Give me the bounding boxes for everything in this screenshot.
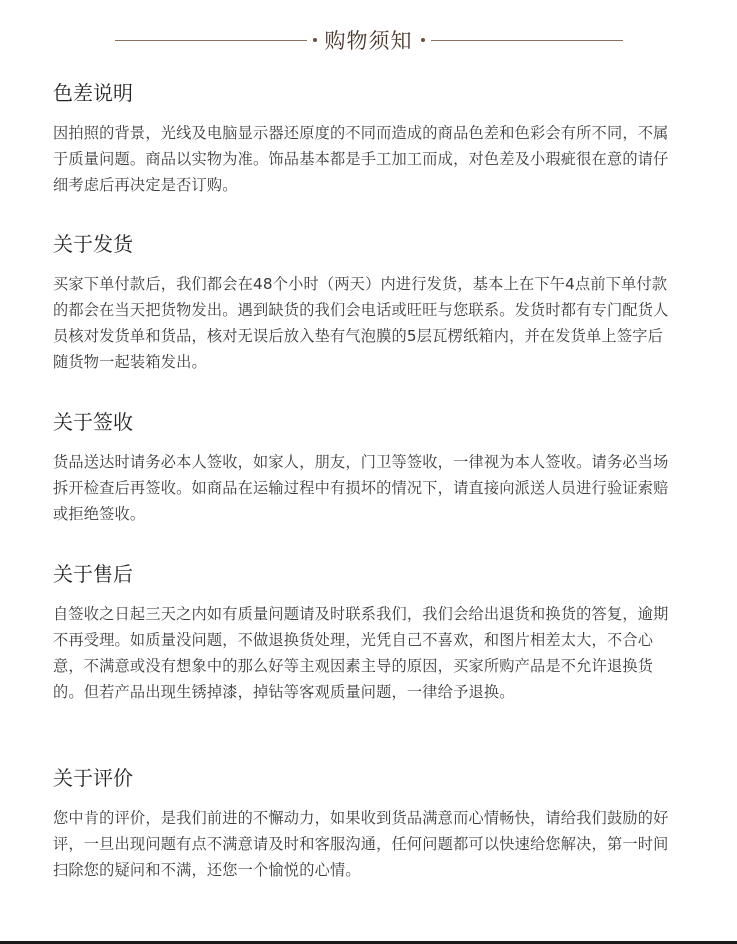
- section-color-difference: [53, 79, 673, 198]
- header-left-dot: [313, 38, 317, 42]
- header-left-divider: [115, 40, 307, 41]
- section-heading: 关于签收: [53, 410, 133, 434]
- header-right-dot: [421, 38, 425, 42]
- section-heading: 色差说明: [53, 81, 133, 105]
- section-reviews: [53, 764, 673, 883]
- section-body: 因拍照的背景，光线及电脑显示器还原度的不同而造成的商品色差和色彩会有所不同，不属于质量问题。商品以实物为准。饰品基本都是手工加工而成，对色差及小瑕疵很在意的请仔细考虑后再决定是否订购。: [53, 124, 669, 194]
- section-body: 货品送达时请务必本人签收，如家人，朋友，门卫等签收，一律视为本人签收。请务必当场拆开检查后再签收。如商品在运输过程中有损坏的情况下，请直接向派送人员进行验证索赔或拒绝签收。: [53, 453, 669, 523]
- page-header: [0, 22, 737, 58]
- section-heading: 关于发货: [53, 232, 133, 256]
- section-receipt: [53, 408, 673, 527]
- page-title: 购物须知: [324, 29, 413, 53]
- section-body: 自签收之日起三天之内如有质量问题请及时联系我们，我们会给出退货和换货的答复，逾期不再受理。如质量没问题，不做退换货处理，光凭自己不喜欢，和图片相差太大，不合心意，不满意或没有想象中的那么好等主观因素主导的原因，买家所购产品是不允许退换货的。但若产品出现生锈掉漆，掉钻等客观质量问题，一律给予退换。: [53, 605, 669, 701]
- section-heading: 关于售后: [53, 562, 133, 586]
- header-right-divider: [431, 40, 623, 41]
- section-body: 您中肯的评价，是我们前进的不懈动力，如果收到货品满意而心情畅快，请给我们鼓励的好评，一旦出现问题有点不满意请及时和客服沟通，任何问题都可以快速给您解决，第一时间扫除您的疑问和不满，还您一个愉悦的心情。: [53, 809, 669, 879]
- section-after-sales: [53, 560, 673, 705]
- section-heading: 关于评价: [53, 766, 133, 790]
- section-body: 买家下单付款后，我们都会在48个小时（两天）内进行发货，基本上在下午4点前下单付款的都会在当天把货物发出。遇到缺货的我们会电话或旺旺与您联系。发货时都有专门配货人员核对发货单和货品，核对无误后放入垫有气泡膜的5层瓦楞纸箱内，并在发货单上签字后随货物一起装箱发出。: [53, 275, 669, 371]
- section-shipping: [53, 230, 673, 375]
